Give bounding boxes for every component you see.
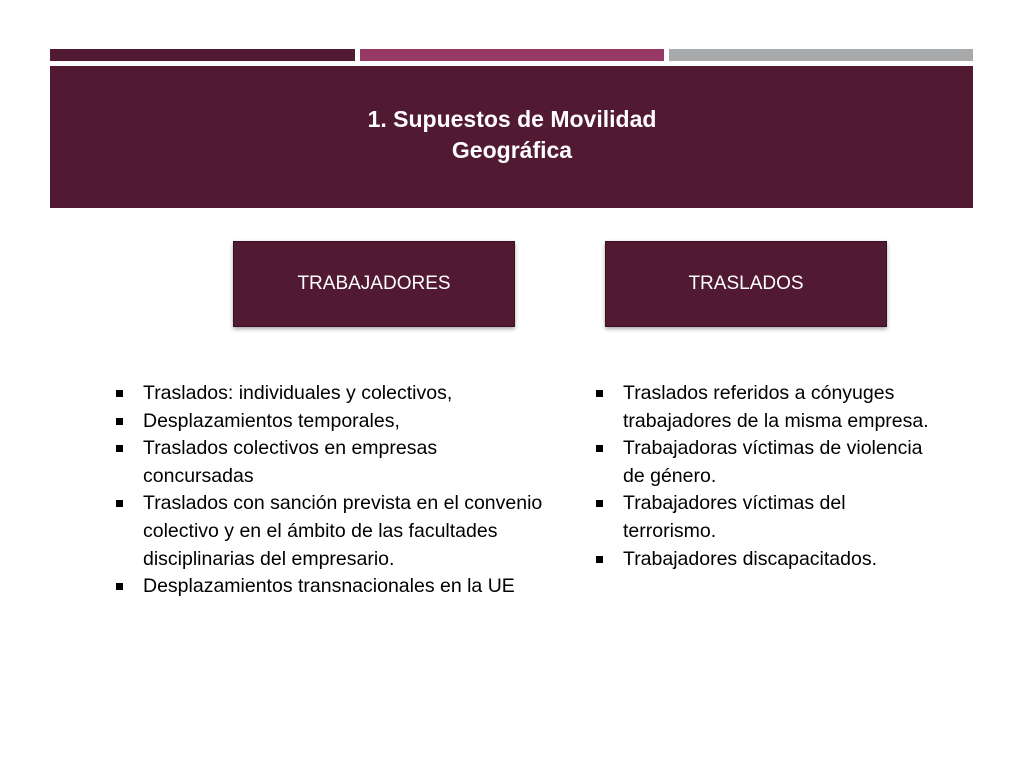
square-bullet-icon bbox=[116, 583, 123, 590]
accent-stripe-middle bbox=[360, 49, 664, 61]
traslados-box bbox=[605, 241, 887, 327]
list-item bbox=[593, 435, 933, 490]
accent-stripe-right bbox=[669, 49, 973, 61]
square-bullet-icon bbox=[116, 500, 123, 507]
list-item bbox=[113, 435, 553, 490]
list-item bbox=[113, 408, 553, 436]
slide-title-line-1: 1. Supuestos de Movilidad bbox=[367, 106, 657, 132]
slide-title bbox=[0, 104, 1024, 166]
trabajadores-box-label: TRABAJADORES bbox=[297, 273, 451, 294]
list-item-text: Traslados: individuales y colectivos, bbox=[143, 382, 453, 404]
list-item-text: Traslados referidos a cónyuges trabajadores de la misma empresa. bbox=[623, 382, 929, 432]
list-item bbox=[113, 490, 553, 573]
list-item-text: Trabajadores víctimas del terrorismo. bbox=[623, 492, 846, 542]
trabajadores-box bbox=[233, 241, 515, 327]
square-bullet-icon bbox=[596, 500, 603, 507]
trabajadores-list bbox=[113, 380, 553, 601]
traslados-box-label: TRASLADOS bbox=[688, 273, 804, 294]
list-item bbox=[113, 573, 553, 601]
accent-stripe-left bbox=[50, 49, 355, 61]
square-bullet-icon bbox=[116, 418, 123, 425]
square-bullet-icon bbox=[596, 390, 603, 397]
list-item-text: Desplazamientos transnacionales en la UE bbox=[143, 575, 515, 598]
list-item bbox=[593, 490, 933, 545]
list-item-text: Desplazamientos temporales, bbox=[143, 409, 400, 432]
list-item-text: Traslados colectivos en empresas concursadas bbox=[143, 437, 438, 487]
traslados-list bbox=[593, 380, 933, 573]
list-item-text: Trabajadoras víctimas de violencia de género. bbox=[623, 437, 923, 487]
slide-title-line-2: Geográfica bbox=[451, 137, 573, 163]
list-item bbox=[593, 380, 933, 435]
list-item-text: Traslados con sanción prevista en el convenio colectivo y en el ámbito de las facultades disciplinarias del empresario. bbox=[143, 492, 543, 570]
square-bullet-icon bbox=[596, 556, 603, 563]
list-item bbox=[593, 546, 933, 574]
square-bullet-icon bbox=[596, 445, 603, 452]
list-item-text: Trabajadores discapacitados. bbox=[623, 547, 878, 570]
square-bullet-icon bbox=[116, 390, 123, 397]
square-bullet-icon bbox=[116, 445, 123, 452]
list-item bbox=[113, 380, 553, 408]
